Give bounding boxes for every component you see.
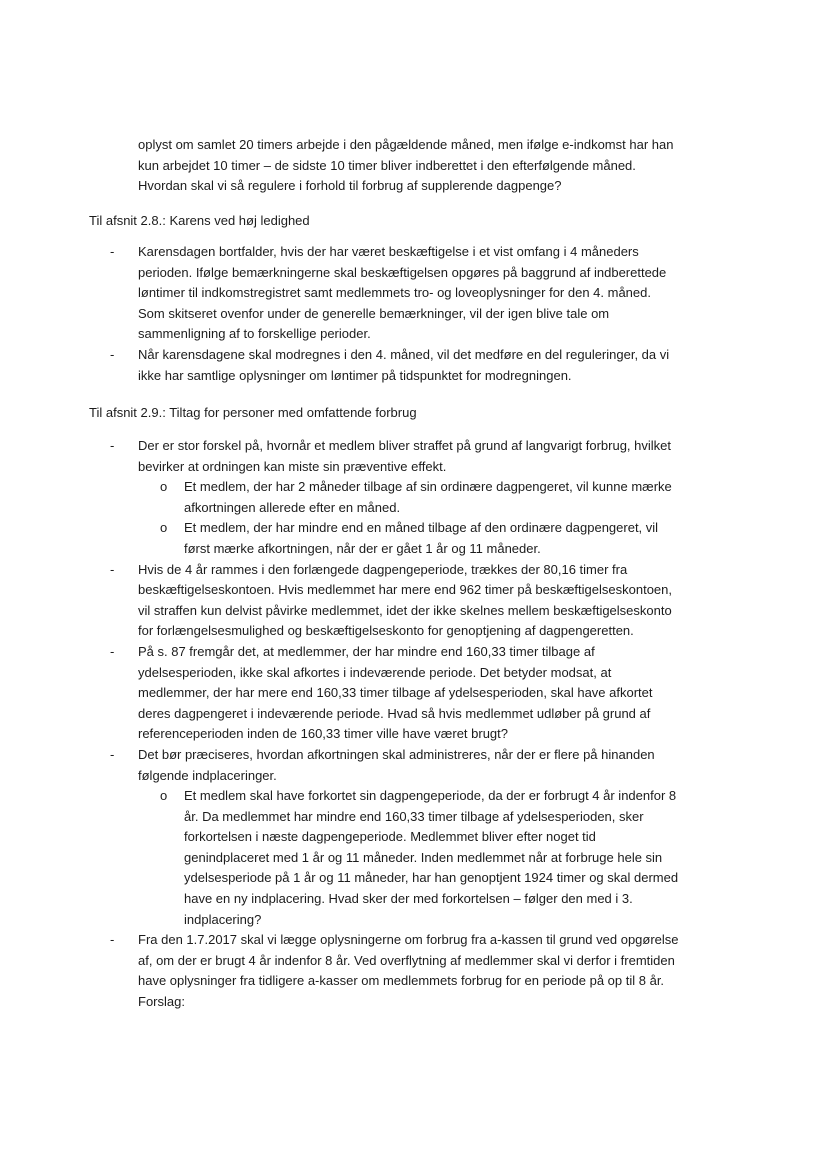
section-heading-2-9: Til afsnit 2.9.: Tiltag for personer med omfattende forbrug — [89, 405, 417, 420]
text-line: På s. 87 fremgår det, at medlemmer, der har mindre end 160,33 timer tilbage af — [138, 643, 595, 659]
text-line: Forslag: — [138, 994, 185, 1010]
text-line: løntimer til indkomstregistret samt medlemmets tro- og loveoplysninger for den 4. måned. — [138, 285, 651, 301]
text-line: ydelsesperiode på 1 år og 11 måneder, har han genoptjent 1924 timer og skal dermed — [184, 870, 679, 886]
dash-bullet-icon: - — [110, 561, 115, 577]
circle-bullet-icon: o — [160, 479, 168, 495]
list-item — [89, 930, 711, 1012]
text-line: forkortelsen i næste dagpengeperiode. Medlemmet bliver efter noget tid — [184, 829, 596, 845]
text-line: ydelsesperioden, ikke skal afkortes i indeværende periode. Det betyder modsat, at — [138, 664, 612, 680]
intro-paragraph — [138, 135, 708, 197]
circle-bullet-icon: o — [160, 520, 168, 536]
text-line: beskæftigelseskontoen. Hvis medlemmet har mere end 962 timer på beskæftigelseskontoen, — [138, 582, 672, 598]
text-line: følgende indplaceringer. — [138, 767, 277, 783]
text-line: Fra den 1.7.2017 skal vi lægge oplysningerne om forbrug fra a-kassen til grund ved opgørelse — [138, 932, 679, 948]
text-line: sammenligning af to forskellige perioder. — [138, 326, 371, 342]
text-line: Hvordan skal vi så regulere i forhold til forbrug af supplerende dagpenge? — [138, 178, 562, 194]
text-line: Det bør præciseres, hvordan afkortningen skal administreres, når der er flere på hinanden — [138, 746, 655, 762]
text-line: perioden. Ifølge bemærkningerne skal beskæftigelsen opgøres på baggrund af indberettede — [138, 264, 667, 280]
dash-bullet-icon: - — [110, 244, 115, 259]
sub-bullet-list — [138, 477, 711, 559]
list-item — [89, 345, 711, 386]
text-line: Der er stor forskel på, hvornår et medlem bliver straffet på grund af langvarigt forbrug, hvilket — [138, 438, 672, 453]
text-line: Når karensdagene skal modregnes i den 4. måned, vil det medføre en del reguleringer, da vi — [138, 346, 670, 362]
text-line: Hvis de 4 år rammes i den forlængede dagpengeperiode, trækkes der 80,16 timer fra — [138, 561, 628, 577]
text-line: først mærke afkortningen, når der er gået 1 år og 11 måneder. — [184, 540, 541, 556]
text-line: vil straffen kun delvist påvirke medlemmet, idet der ikke skelnes mellem beskæftigelseskonto — [138, 602, 672, 618]
sub-list-item — [89, 518, 711, 559]
list-item — [89, 745, 711, 930]
list-item — [89, 242, 711, 345]
text-line: Som skitseret ovenfor under de generelle bemærkninger, vil der igen blive tale om — [138, 305, 610, 321]
list-item — [89, 560, 711, 642]
section-heading-2-8: Til afsnit 2.8.: Karens ved høj ledighed — [89, 213, 310, 228]
sub-bullet-list — [138, 786, 711, 930]
text-line: Et medlem, der har mindre end en måned tilbage af den ordinære dagpengeret, vil — [184, 520, 659, 536]
text-line: afkortningen allerede efter en måned. — [184, 499, 401, 515]
text-line: Et medlem skal have forkortet sin dagpengeperiode, da der er forbrugt 4 år indenfor 8 — [184, 788, 677, 804]
text-line: oplyst om samlet 20 timers arbejde i den pågældende måned, men ifølge e-indkomst har han — [138, 137, 674, 152]
text-line: medlemmer, der har mere end 160,33 timer tilbage af ydelsesperioden, skal have afkortet — [138, 685, 653, 701]
sub-list-item — [89, 786, 711, 930]
text-line: Karensdagen bortfalder, hvis der har været beskæftigelse i et vist omfang i 4 måneders — [138, 244, 639, 259]
list-item — [89, 436, 711, 560]
bullet-list-2-9 — [89, 436, 711, 1013]
dash-bullet-icon: - — [110, 932, 115, 948]
text-line: indplacering? — [184, 911, 262, 927]
dash-bullet-icon: - — [110, 346, 115, 362]
text-line: Et medlem, der har 2 måneder tilbage af sin ordinære dagpengeret, vil kunne mærke — [184, 479, 672, 495]
text-line: ikke har samtlige oplysninger om løntimer på tidspunktet for modregningen. — [138, 367, 572, 383]
list-item — [89, 642, 711, 745]
dash-bullet-icon: - — [110, 438, 115, 453]
dash-bullet-icon: - — [110, 643, 115, 659]
text-line: have oplysninger fra tidligere a-kasser om medlemmets forbrug for en periode på op til 8 år. — [138, 973, 665, 989]
text-line: deres dagpengeret i indeværende periode. Hvad så hvis medlemmet udløber på grund af — [138, 705, 651, 721]
text-line: have en ny indplacering. Hvad sker der med forkortelsen – følger den med i 3. — [184, 891, 633, 907]
text-line: af, om der er brugt 4 år indenfor 8 år. Ved overflytning af medlemmer skal vi derfor i fremtiden — [138, 952, 675, 968]
text-line: genindplaceret med 1 år og 11 måneder. Inden medlemmet når at forbruge hele sin — [184, 849, 663, 865]
text-line: bevirker at ordningen kan miste sin præventive effekt. — [138, 458, 447, 474]
sub-list-item — [89, 477, 711, 518]
dash-bullet-icon: - — [110, 746, 115, 762]
text-line: kun arbejdet 10 timer – de sidste 10 timer bliver indberettet i den efterfølgende måned. — [138, 157, 636, 173]
text-line: referenceperioden inden de 160,33 timer ville have været brugt? — [138, 726, 509, 742]
bullet-list-2-8 — [89, 242, 711, 386]
text-line: for forlængelsesmulighed og beskæftigelseskonto for genoptjening af dagpengeretten. — [138, 623, 634, 639]
text-line: år. Da medlemmet har mindre end 160,33 timer tilbage af ydelsesperioden, sker — [184, 808, 644, 824]
circle-bullet-icon: o — [160, 788, 168, 804]
